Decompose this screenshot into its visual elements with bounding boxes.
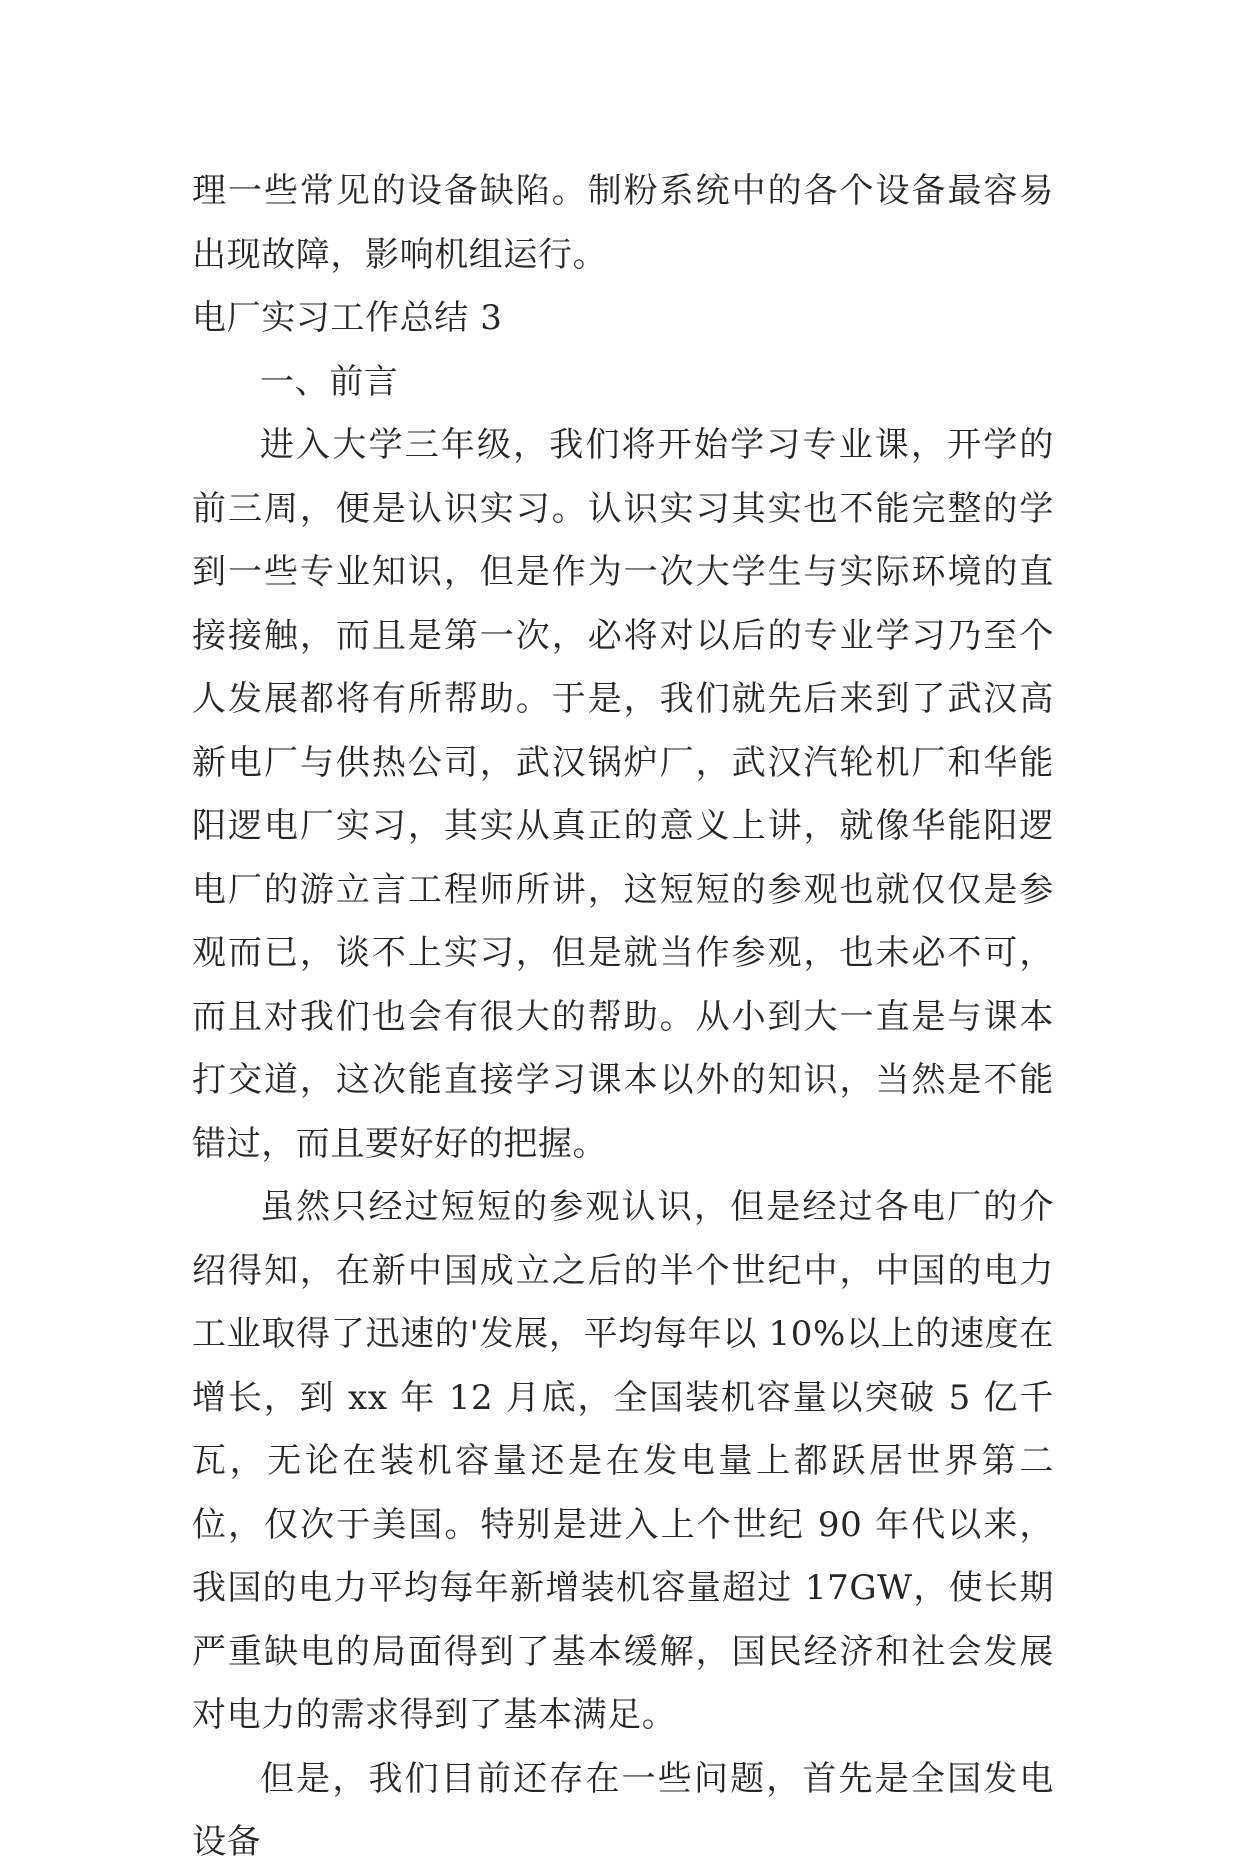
document-body bbox=[192, 160, 1054, 1875]
section-title: 电厂实习工作总结 3 bbox=[192, 298, 503, 338]
paragraph-problems: 但是，我们目前还存在一些问题，首先是全国发电设备 bbox=[192, 1758, 1054, 1862]
carryover-paragraph: 理一些常见的设备缺陷。制粉系统中的各个设备最容易出现故障，影响机组运行。 bbox=[192, 171, 1054, 275]
paragraph-intro: 进入大学三年级，我们将开始学习专业课，开学的前三周，便是认识实习。认识实习其实也不能完整的学到一些专业知识，但是作为一次大学生与实际环境的直接接触，而且是第一次，必将对以后的专业学习乃至个人发展都将有所帮助。于是，我们就先后来到了武汉高新电厂与供热公司，武汉锅炉厂，武汉汽轮机厂和华能阳逻电厂实习，其实从真正的意义上讲，就像华能阳逻电厂的游立言工程师所讲，这短短的参观也就仅仅是参观而已，谈不上实习，但是就当作参观，也未必不可，而且对我们也会有很大的帮助。从小到大一直是与课本打交道，这次能直接学习课本以外的知识，当然是不能错过，而且要好好的把握。 bbox=[192, 425, 1054, 1164]
paragraph-development: 虽然只经过短短的参观认识，但是经过各电厂的介绍得知，在新中国成立之后的半个世纪中，中国的电力工业取得了迅速的'发展，平均每年以 10%以上的速度在增长，到 xx 年 12 月底，全国装机容量以突破 5 亿千瓦，无论在装机容量还是在发电量上都跃居世界第二位，仅次于美国。特别是进入上个世纪 90 年代以来，我国的电力平均每年新增装机容量超过 17GW，使长期严重缺电的局面得到了基本缓解，国民经济和社会发展对电力的需求得到了基本满足。 bbox=[192, 1187, 1054, 1735]
subsection-title: 一、前言 bbox=[260, 361, 399, 402]
